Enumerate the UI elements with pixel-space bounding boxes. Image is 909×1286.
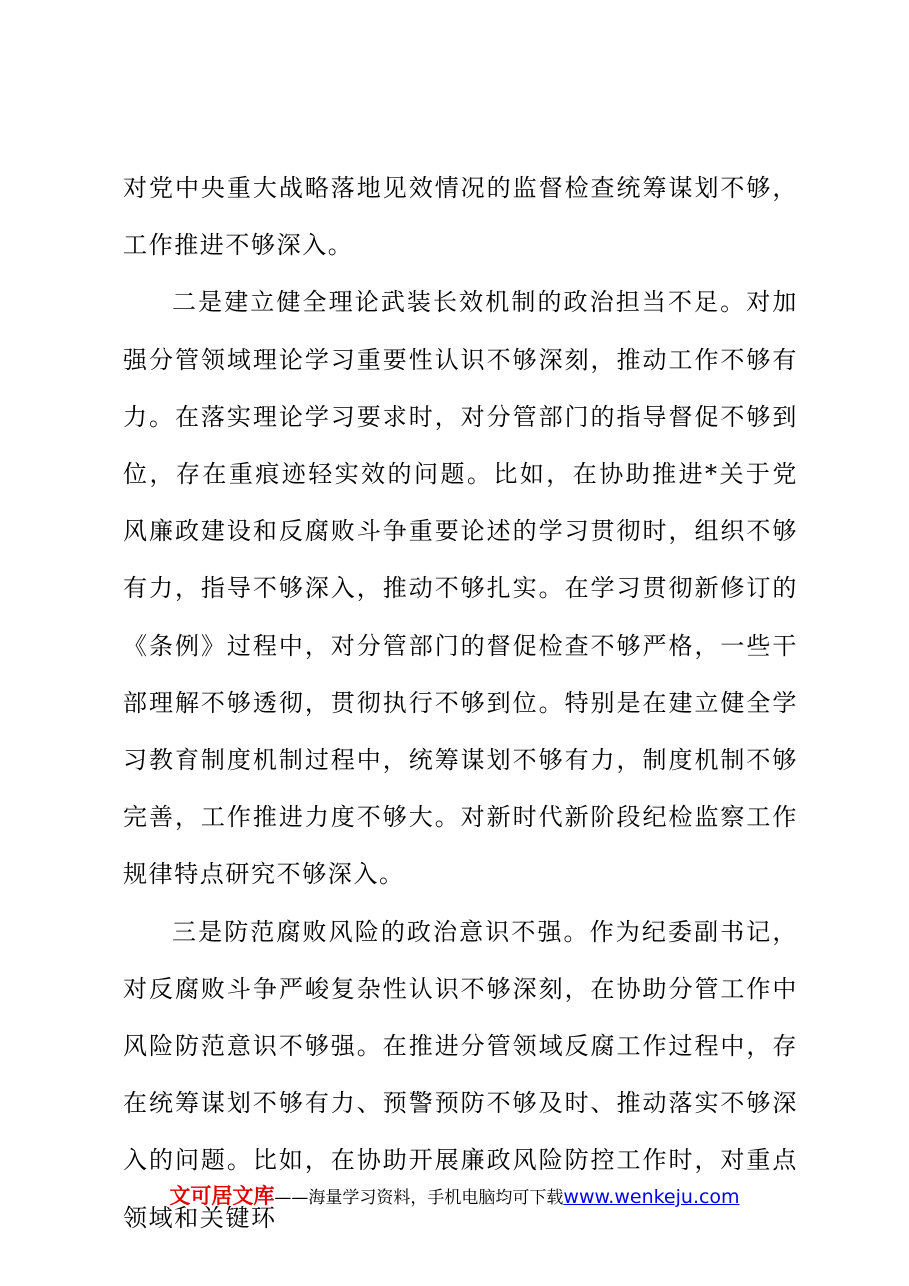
- paragraph-point-two: 二是建立健全理论武装长效机制的政治担当不足。对加强分管领域理论学习重要性认识不够深刻，推动工作不够有力。在落实理论学习要求时，对分管部门的指导督促不够到位，存在重痕迹轻实效的问题。比如，在协助推进*关于党风廉政建设和反腐败斗争重要论述的学习贯彻时，组织不够有力，指导不够深入，推动不够扎实。在学习贯彻新修订的《条例》过程中，对分管部门的督促检查不够严格，一些干部理解不够透彻，贯彻执行不够到位。特别是在建立健全学习教育制度机制过程中，统筹谋划不够有力，制度机制不够完善，工作推进力度不够大。对新时代新阶段纪检监察工作规律特点研究不够深入。: [123, 288, 798, 889]
- footer-banner: [0, 1181, 909, 1213]
- document-body: [123, 160, 798, 1247]
- paragraph-point-three: 三是防范腐败风险的政治意识不强。作为纪委副书记，对反腐败斗争严峻复杂性认识不够深刻，在协助分管工作中风险防范意识不够强。在推进分管领域反腐工作过程中，存在统筹谋划不够有力、预警预防不够及时、推动落实不够深入的问题。比如，在协助开展廉政风险防控工作时，对重点领域和关键环: [123, 917, 798, 1232]
- footer-brand: 文可居文库: [169, 1184, 275, 1208]
- paragraph-continuation: 对党中央重大战略落地见效情况的监督检查统筹谋划不够，工作推进不够深入。: [123, 174, 798, 260]
- footer-tagline: ——海量学习资料，手机电脑均可下载: [274, 1188, 564, 1208]
- footer-site-link[interactable]: www.wenkeju.com: [563, 1186, 740, 1208]
